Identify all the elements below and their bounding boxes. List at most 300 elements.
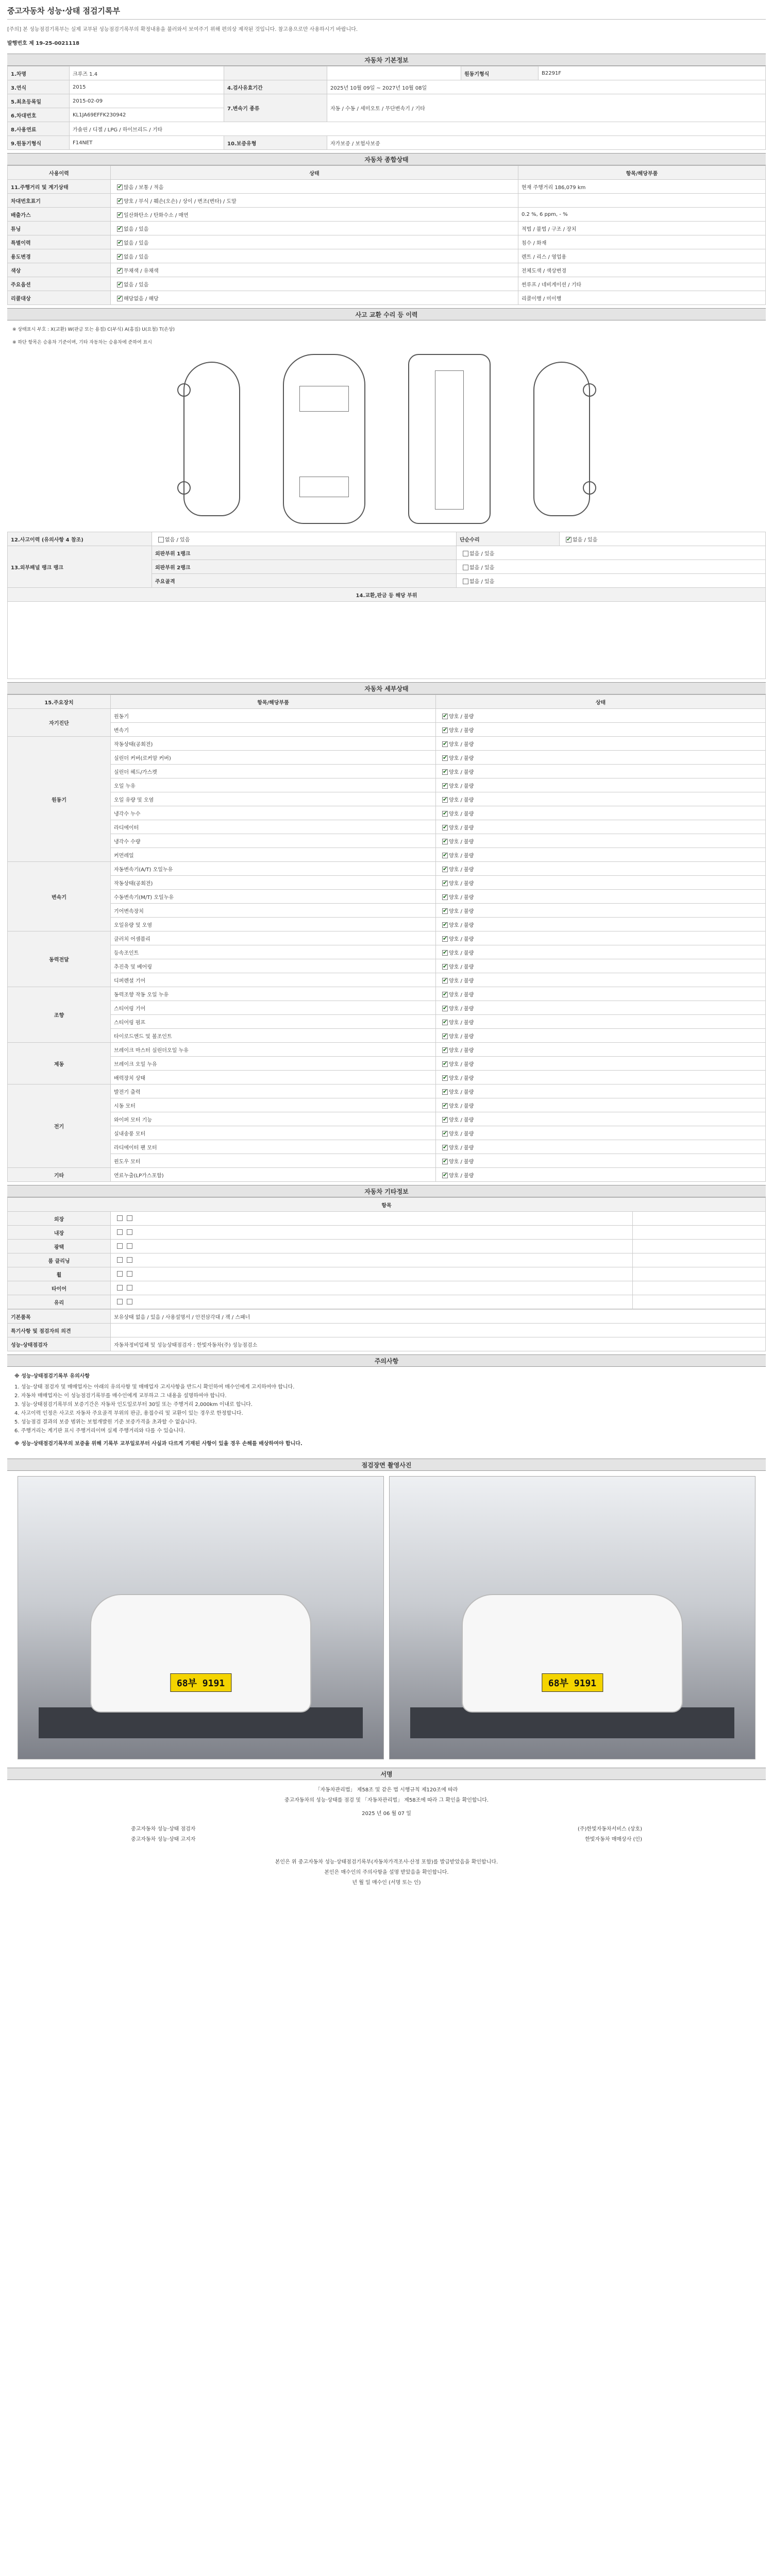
detail-item-state-text: 양호 / 불량 [449, 1117, 474, 1123]
detail-item-state-text: 양호 / 불량 [449, 853, 474, 859]
sign-line-2: 중고자동차의 성능·상태를 점검 및 「자동차관리법」 제58조에 따라 그 확인을 확인합니다. [284, 1798, 489, 1803]
other-row-options [111, 1253, 633, 1267]
signature-block [7, 1780, 766, 1824]
year-value: 2015 [70, 80, 224, 94]
detail-item-state-text: 양호 / 불량 [449, 755, 474, 761]
detail-item-state-text: 양호 / 불량 [449, 1173, 474, 1179]
other-row-options [111, 1267, 633, 1281]
detail-group-label: 변속기 [8, 862, 111, 931]
checkbox [117, 226, 123, 232]
sign-date: 2025 년 06 월 07 일 [362, 1811, 411, 1817]
checkbox [442, 894, 448, 900]
detail-item-state-text: 양호 / 불량 [449, 783, 474, 789]
overall-row-label: 리콜대상 [8, 291, 111, 305]
overall-row-options [111, 180, 518, 194]
detail-item-state [436, 765, 766, 778]
checkbox [442, 880, 448, 886]
accident-header: 사고 교환 수리 등 이력 [7, 308, 766, 320]
detail-item-state [436, 1029, 766, 1043]
detail-item-state [436, 1015, 766, 1029]
detail-item-label: 클러치 어셈블리 [111, 931, 436, 945]
overall-row-options-text: 없음 / 있음 [124, 240, 149, 246]
checkbox [117, 240, 123, 246]
detail-col-state: 상태 [436, 695, 766, 709]
detail-item-state-text: 양호 / 불량 [449, 992, 474, 998]
detail-item-state-text: 양호 / 불량 [449, 727, 474, 734]
detail-item-label: 브레이크 오일 누유 [111, 1057, 436, 1071]
detail-item-state-text: 양호 / 불량 [449, 978, 474, 984]
inspection-photo-rear[interactable] [389, 1476, 755, 1759]
warranty-value: 자가보증 / 보험사보증 [327, 136, 766, 150]
document-title: 중고자동차 성능·상태 점검기록부 [7, 0, 766, 20]
detail-item-state [436, 987, 766, 1001]
overall-row-extra: 썬루프 / 네비게이션 / 기타 [518, 277, 766, 291]
checkbox [442, 727, 448, 733]
accident-history-options: 없음 / 있음 [165, 537, 190, 543]
caution-line: 5. 성능점검 결과의 보증 범위는 보험개발원 기준 보증가격을 초과할 수 없습니다. [14, 1419, 197, 1425]
other-row-label: 광택 [8, 1240, 111, 1253]
checkbox [442, 1020, 448, 1025]
other-row-extra [632, 1226, 765, 1240]
checkbox [127, 1229, 132, 1235]
overall-row-options-text: 일산화탄소 / 탄화수소 / 매연 [124, 212, 189, 218]
detail-item-label: 연료누출(LP가스포함) [111, 1168, 436, 1182]
checkbox [117, 254, 123, 260]
detail-state-header: 자동차 세부상태 [7, 682, 766, 694]
detail-item-state [436, 959, 766, 973]
detail-item-state [436, 862, 766, 876]
caution-line: 1. 성능·상태 점검자 및 매매업자는 아래의 유의사항 및 매매업자 고지사항을 반드시 확인하여 매수인에게 고지하여야 합니다. [14, 1384, 295, 1390]
caution-lines [14, 1383, 759, 1435]
other-row-label: 외장 [8, 1212, 111, 1226]
detail-item-state-text: 양호 / 불량 [449, 950, 474, 956]
caution-header: 주의사항 [7, 1354, 766, 1367]
detail-item-state-text: 양호 / 불량 [449, 1131, 474, 1137]
inspection-period-value: 2025년 10월 09일 ~ 2027년 10월 08일 [327, 80, 766, 94]
checkbox [117, 1215, 123, 1221]
overall-state-table [7, 165, 766, 305]
checkbox [127, 1271, 132, 1277]
detail-item-label: 실린더 커버(로커암 커버) [111, 751, 436, 765]
overall-row-extra [518, 194, 766, 208]
detail-item-label: 배력장치 상태 [111, 1071, 436, 1084]
car-name-value: 크루즈 1.4 [70, 66, 224, 80]
detail-item-state-text: 양호 / 불량 [449, 1159, 474, 1165]
detail-item-state-text: 양호 / 불량 [449, 811, 474, 817]
caution-emphasis: ※ 성능·상태점검기록부의 보증을 위해 기록부 교부일로부터 사실과 다르게 기재된 사항이 있을 경우 손해를 배상하여야 합니다. [14, 1441, 303, 1447]
detail-item-state-text: 양호 / 불량 [449, 908, 474, 914]
first-reg-value: 2015-02-09 [70, 94, 224, 108]
accident-legend-2: ※ 하단 항목은 승용차 기준이며, 기타 자동차는 승용차에 준하여 표시 [12, 340, 152, 345]
overall-row-options [111, 222, 518, 235]
detail-item-label: 자동변속기(A/T) 오일누유 [111, 862, 436, 876]
detail-item-label: 작동상태(공회전) [111, 876, 436, 890]
report-number-label: 발행번호 제 [7, 41, 34, 46]
transmission-value: 자동 / 수동 / 세미오토 / 무단변속기 / 기타 [327, 94, 766, 122]
signature-header: 서명 [7, 1768, 766, 1780]
checkbox [442, 1047, 448, 1053]
parts-header: 14.교환,판금 등 해당 부위 [8, 588, 766, 602]
detail-item-state [436, 792, 766, 806]
detail-item-state [436, 751, 766, 765]
checkbox [117, 1271, 123, 1277]
detail-col-item: 항목/해당부품 [111, 695, 436, 709]
vin-label: 6.차대번호 [8, 108, 70, 122]
other-sub-header: 항목 [8, 1198, 766, 1212]
checkbox [117, 184, 123, 190]
overall-row-options [111, 277, 518, 291]
report-number [7, 35, 766, 50]
detail-item-state [436, 1154, 766, 1168]
car-right-side-diagram [533, 362, 590, 516]
detail-item-label: 윈도우 모터 [111, 1154, 436, 1168]
receipt-line-3: 년 월 일 매수인 (서명 또는 인) [352, 1880, 421, 1886]
checkbox [442, 1033, 448, 1039]
checkbox [442, 908, 448, 914]
checkbox [442, 825, 448, 831]
detail-item-state [436, 973, 766, 987]
fuel-label: 8.사용연료 [8, 122, 70, 136]
sign-inspector-label: 중고자동차 성능·상태 점검자 [131, 1826, 196, 1832]
other-row-extra [632, 1281, 765, 1295]
sign-notifier-row [7, 1835, 766, 1845]
detail-item-state-text: 양호 / 불량 [449, 1075, 474, 1081]
checkbox [117, 212, 123, 218]
checkbox [442, 783, 448, 789]
detail-item-label: 작동상태(공회전) [111, 737, 436, 751]
basic-items-label: 기본품목 [8, 1310, 111, 1324]
detail-item-state [436, 1057, 766, 1071]
other-row-extra [632, 1240, 765, 1253]
detail-item-state-text: 양호 / 불량 [449, 964, 474, 970]
checkbox [442, 978, 448, 984]
detail-group-label: 원동기 [8, 737, 111, 862]
checkbox [127, 1215, 132, 1221]
detail-item-label: 라디에이터 팬 모터 [111, 1140, 436, 1154]
year-label: 3.연식 [8, 80, 70, 94]
sign-line-1: 「자동차관리법」 제58조 및 같은 법 시행규칙 제120조에 따라 [315, 1787, 458, 1793]
detail-item-label: 스티어링 기어 [111, 1001, 436, 1015]
checkbox [442, 1006, 448, 1011]
license-plate-front: 68부 9191 [170, 1673, 231, 1692]
accident-history-label: 12.사고이력 (유의사항 4 참조) [8, 532, 152, 546]
detail-item-label: 타이로드엔드 및 볼조인트 [111, 1029, 436, 1043]
overall-row-extra: 전체도색 / 색상변경 [518, 263, 766, 277]
overall-row-options-text: 양호 / 부식 / 훼손(오손) / 상이 / 변조(변타) / 도말 [124, 198, 237, 205]
detail-item-state [436, 918, 766, 931]
detail-item-state-text: 양호 / 불량 [449, 1033, 474, 1040]
checkbox [442, 853, 448, 858]
detail-item-state [436, 1084, 766, 1098]
detail-group-label: 기타 [8, 1168, 111, 1182]
basic-info-table [7, 66, 766, 150]
other-row-extra [632, 1295, 765, 1309]
caution-block [7, 1367, 766, 1455]
detail-item-state [436, 1071, 766, 1084]
checkbox [442, 1131, 448, 1137]
caution-line: 3. 성능·상태점검기록부의 보증기간은 자동차 인도일로부터 30일 또는 주행거리 2,000km 이내로 합니다. [14, 1402, 253, 1408]
overall-row-extra: 0.2 %, 6 ppm, - % [518, 208, 766, 222]
overall-row-options [111, 291, 518, 305]
detail-item-state [436, 1043, 766, 1057]
checkbox [442, 1159, 448, 1164]
car-diagrams [7, 346, 766, 532]
checkbox [117, 296, 123, 301]
detail-item-state [436, 848, 766, 862]
other-row-label: 룸 클리닝 [8, 1253, 111, 1267]
inspection-period-label: 4.검사유효기간 [224, 80, 327, 94]
other-row-extra [632, 1267, 765, 1281]
detail-item-label: 와이퍼 모터 기능 [111, 1112, 436, 1126]
detail-item-state-text: 양호 / 불량 [449, 741, 474, 748]
car-name-label: 1.차명 [8, 66, 70, 80]
detail-item-label: 디퍼렌셜 기어 [111, 973, 436, 987]
caution-line: 2. 자동차 매매업자는 이 성능점검기록부를 매수인에게 교부하고 그 내용을 설명하여야 합니다. [14, 1393, 227, 1399]
detail-item-label: 등속조인트 [111, 945, 436, 959]
detail-item-state [436, 1001, 766, 1015]
overall-row-options-text: 해당없음 / 해당 [124, 296, 159, 302]
caution-line: 6. 주행거리는 계기판 표시 주행거리이며 실제 주행거리와 다를 수 있습니다. [14, 1428, 186, 1434]
detail-item-state-text: 양호 / 불량 [449, 880, 474, 887]
overall-row-options-text: 무채색 / 유채색 [124, 268, 159, 274]
checkbox [442, 950, 448, 956]
detail-item-state-text: 양호 / 불량 [449, 769, 474, 775]
overall-row-label: 색상 [8, 263, 111, 277]
detail-group-label: 전기 [8, 1084, 111, 1168]
detail-item-label: 실내송풍 모터 [111, 1126, 436, 1140]
checkbox [127, 1257, 132, 1263]
motor-type-label: 9.원동기형식 [8, 136, 70, 150]
detail-item-state-text: 양호 / 불량 [449, 922, 474, 928]
car-left-side-diagram [183, 362, 240, 516]
detail-item-state [436, 904, 766, 918]
checkbox [442, 936, 448, 942]
photos-header: 점검장면 촬영사진 [7, 1459, 766, 1471]
detail-item-state [436, 1112, 766, 1126]
overall-row-options [111, 249, 518, 263]
overall-row-extra: 적법 / 불법 / 구조 / 장치 [518, 222, 766, 235]
detail-item-label: 실린더 헤드/가스켓 [111, 765, 436, 778]
rank1-label: 외판부위 1랭크 [152, 546, 457, 560]
detail-item-label: 브레이크 마스터 실린더오일 누유 [111, 1043, 436, 1057]
detail-item-label: 기어변속장치 [111, 904, 436, 918]
checkbox [127, 1243, 132, 1249]
checkbox [117, 1257, 123, 1263]
detail-item-label: 라디에이터 [111, 820, 436, 834]
checkbox [117, 1285, 123, 1291]
inspector-value: 자동차정비업체 및 성능상태점검자 : 한빛자동차(주) 성능점검소 [111, 1337, 766, 1351]
transmission-label: 7.변속기 종류 [224, 94, 327, 122]
detail-item-state-text: 양호 / 불량 [449, 936, 474, 942]
checkbox [442, 1173, 448, 1178]
checkbox [442, 839, 448, 844]
detail-item-label: 냉각수 수량 [111, 834, 436, 848]
checkbox [442, 769, 448, 775]
notice-text: [주의] 본 성능점검기록부는 실제 교부된 성능점검기록부의 확정내용을 불러와서 보여주기 위해 편의상 제작된 것입니다. 참고용으로만 사용하시기 바랍니다. [7, 27, 358, 32]
overall-row-label: 주요옵션 [8, 277, 111, 291]
checkbox [442, 1117, 448, 1123]
detail-group-label: 조향 [8, 987, 111, 1043]
detail-item-label: 수동변속기(M/T) 오일누유 [111, 890, 436, 904]
checkbox [117, 1229, 123, 1235]
other-row-label: 내장 [8, 1226, 111, 1240]
detail-item-state [436, 876, 766, 890]
report-number-value: 19-25-0021118 [36, 41, 80, 46]
detail-item-state-text: 양호 / 불량 [449, 1020, 474, 1026]
overall-row-extra: 현재 주행거리 186,079 km [518, 180, 766, 194]
major-frame-label: 주요골격 [152, 574, 457, 588]
simple-repair-value [560, 532, 766, 546]
checkbox [442, 1061, 448, 1067]
checkbox [442, 1075, 448, 1081]
accident-legend: ※ 상태표시 부호 : X(교환) W(판금 또는 용접) C(부식) A(흠집) U(요철) T(손상) [12, 327, 175, 332]
receipt-block [7, 1852, 766, 1893]
detail-item-label: 시동 모터 [111, 1098, 436, 1112]
checkbox [442, 755, 448, 761]
detail-item-label: 원동기 [111, 709, 436, 723]
detail-group-label: 제동 [8, 1043, 111, 1084]
engine-type-label: 원동기형식 [461, 66, 539, 80]
inspection-photo-front[interactable] [18, 1476, 384, 1759]
overall-col-items: 항목/해당부품 [518, 166, 766, 180]
fuel-value: 가솔린 / 디젤 / LPG / 하이브리드 / 기타 [70, 122, 766, 136]
detail-item-state-text: 양호 / 불량 [449, 825, 474, 831]
detail-item-state [436, 1140, 766, 1154]
detail-item-state [436, 709, 766, 723]
detail-item-state-text: 양호 / 불량 [449, 894, 474, 901]
overall-row-label: 특별이력 [8, 235, 111, 249]
engine-type-value: B2291F [539, 66, 766, 80]
major-frame-value [457, 574, 766, 588]
checkbox [442, 992, 448, 997]
receipt-line-2: 본인은 매수인의 주의사항을 설명 받았음을 확인합니다. [324, 1870, 449, 1875]
detail-item-label: 커먼레일 [111, 848, 436, 862]
license-plate-rear: 68부 9191 [542, 1673, 603, 1692]
detail-item-state-text: 양호 / 불량 [449, 797, 474, 803]
checkbox [442, 922, 448, 928]
accident-history-value [152, 532, 457, 546]
detail-state-table [7, 694, 766, 1182]
overall-row-options [111, 263, 518, 277]
checkbox [442, 797, 448, 803]
other-row-label: 유리 [8, 1295, 111, 1309]
rank2-value [457, 560, 766, 574]
sign-notifier-label: 중고자동차 성능·상태 고지자 [131, 1837, 196, 1842]
overall-col-state: 상태 [111, 166, 518, 180]
checkbox [442, 1103, 448, 1109]
detail-item-state [436, 1168, 766, 1182]
motor-type-value: F14NET [70, 136, 224, 150]
detail-item-state [436, 834, 766, 848]
detail-item-state [436, 1098, 766, 1112]
detail-item-state [436, 737, 766, 751]
outer-panel-label: 13.외부패널 랭크 랭크 [8, 546, 152, 588]
inspector-label: 성능·상태점검자 [8, 1337, 111, 1351]
detail-item-label: 발전기 출력 [111, 1084, 436, 1098]
overall-row-label: 용도변경 [8, 249, 111, 263]
checkbox [127, 1285, 132, 1291]
checkbox [442, 741, 448, 747]
detail-item-state-text: 양호 / 불량 [449, 1089, 474, 1095]
detail-item-label: 오일 유량 및 오염 [111, 792, 436, 806]
checkbox [442, 811, 448, 817]
other-row-options [111, 1212, 633, 1226]
detail-item-label: 추진축 및 베어링 [111, 959, 436, 973]
detail-group-label: 동력전달 [8, 931, 111, 987]
rank1-value [457, 546, 766, 560]
overall-col-history: 사용이력 [8, 166, 111, 180]
opinion-value [111, 1324, 766, 1337]
checkbox [127, 1299, 132, 1304]
detail-item-label: 오일 누유 [111, 778, 436, 792]
other-info-header: 자동차 기타정보 [7, 1185, 766, 1197]
overall-row-extra: 침수 / 화재 [518, 235, 766, 249]
checkbox [442, 1089, 448, 1095]
detail-item-state-text: 양호 / 불량 [449, 1047, 474, 1054]
other-row-extra [632, 1212, 765, 1226]
checkbox [442, 714, 448, 719]
overall-row-label: 튜닝 [8, 222, 111, 235]
checkbox [117, 268, 123, 274]
major-frame-options: 없음 / 있음 [469, 579, 495, 585]
detail-item-label: 냉각수 누수 [111, 806, 436, 820]
other-row-options [111, 1295, 633, 1309]
other-row-label: 휠 [8, 1267, 111, 1281]
overall-row-options-text: 없음 / 있음 [124, 282, 149, 288]
other-row-label: 타이어 [8, 1281, 111, 1295]
overall-row-options-text: 없음 / 있음 [124, 254, 149, 260]
detail-item-label: 스티어링 펌프 [111, 1015, 436, 1029]
accident-table [7, 532, 766, 679]
other-row-options [111, 1226, 633, 1240]
inspection-photos [7, 1471, 766, 1765]
vin-value: KL1JA69EFFK230942 [70, 108, 224, 122]
sign-notifier-name: 한빛자동차 매매상사 (인) [585, 1837, 642, 1842]
detail-item-state-text: 양호 / 불량 [449, 867, 474, 873]
overall-row-label: 차대번호표기 [8, 194, 111, 208]
overall-state-header: 자동차 종합상태 [7, 153, 766, 165]
detail-item-state [436, 1126, 766, 1140]
rank2-options: 없음 / 있음 [469, 565, 495, 571]
checkbox [442, 867, 448, 872]
receipt-line-1: 본인은 위 중고자동차 성능·상태점검기록부(자동차가격조사·산정 포함)를 발급받았음을 확인합니다. [275, 1859, 498, 1865]
other-info-footer [7, 1309, 766, 1351]
warranty-label: 10.보증유형 [224, 136, 327, 150]
overall-row-options-text: 없음 / 있음 [124, 226, 149, 232]
checkbox [117, 1299, 123, 1304]
other-row-extra [632, 1253, 765, 1267]
other-row-options [111, 1240, 633, 1253]
sign-inspector-name: (주)한빛자동차서비스 (상호) [577, 1826, 642, 1832]
detail-item-label: 변속기 [111, 723, 436, 737]
simple-repair-label: 단순수리 [457, 532, 560, 546]
simple-repair-options: 없음 / 있음 [573, 537, 598, 543]
detail-item-state [436, 723, 766, 737]
checkbox [117, 282, 123, 287]
detail-col-device: 15.주요장치 [8, 695, 111, 709]
other-row-options [111, 1281, 633, 1295]
car-frame-diagram [408, 354, 491, 524]
checkbox [442, 1145, 448, 1150]
overall-row-extra: 리콜이행 / 미이행 [518, 291, 766, 305]
detail-item-state-text: 양호 / 불량 [449, 1103, 474, 1109]
caution-title: ※ 성능·상태점검기록부 유의사항 [14, 1374, 90, 1379]
checkbox [442, 964, 448, 970]
sign-inspector-row [7, 1824, 766, 1835]
overall-row-options [111, 194, 518, 208]
overall-row-options [111, 208, 518, 222]
basic-info-header: 자동차 기본정보 [7, 54, 766, 66]
